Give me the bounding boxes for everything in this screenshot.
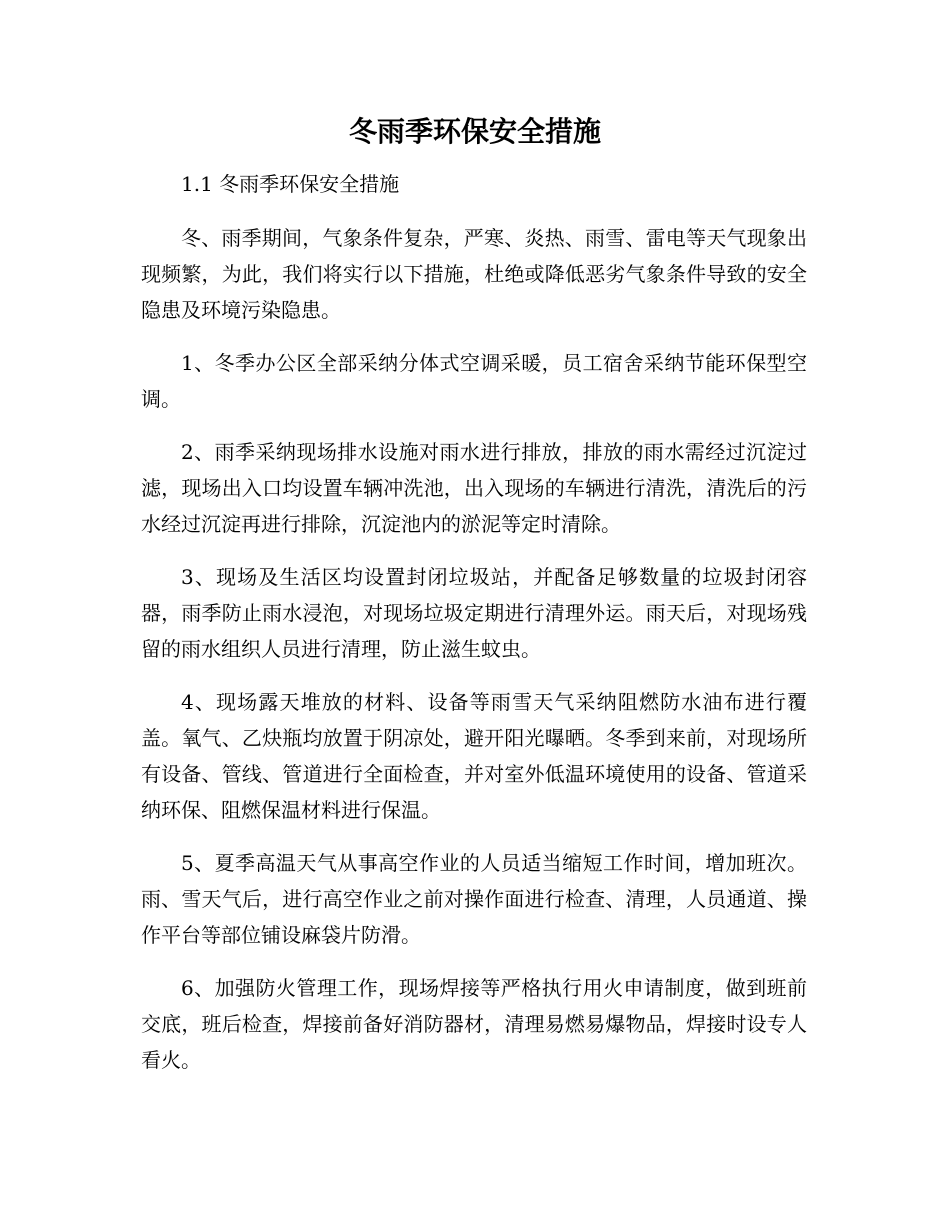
document-title: 冬雨季环保安全措施 <box>348 115 601 148</box>
paragraph-item-1: 1、冬季办公区全部采纳分体式空调采暖，员工宿舍采纳节能环保型空调。 <box>141 351 807 411</box>
section-heading: 1.1 冬雨季环保安全措施 <box>181 172 400 196</box>
paragraph-item-2: 2、雨季采纳现场排水设施对雨水进行排放，排放的雨水需经过沉淀过滤，现场出入口均设置车辆冲洗池，出入现场的车辆进行清洗，清洗后的污水经过沉淀再进行排除，沉淀池内的淤泥等定时清除。 <box>141 440 807 536</box>
paragraph-intro: 冬、雨季期间，气象条件复杂，严寒、炎热、雨雪、雷电等天气现象出现频繁，为此，我们将实行以下措施，杜绝或降低恶劣气象条件导致的安全隐患及环境污染隐患。 <box>141 226 807 322</box>
paragraph-item-4: 4、现场露天堆放的材料、设备等雨雪天气采纳阻燃防水油布进行覆盖。氧气、乙炔瓶均放置于阴凉处，避开阳光曝晒。冬季到来前，对现场所有设备、管线、管道进行全面检查，并对室外低温环境使用的设备、管道采纳环保、阻燃保温材料进行保温。 <box>141 690 807 822</box>
paragraph-item-6: 6、加强防火管理工作，现场焊接等严格执行用火申请制度，做到班前交底，班后检查，焊接前备好消防器材，清理易燃易爆物品，焊接时设专人看火。 <box>141 976 807 1072</box>
paragraph-item-5: 5、夏季高温天气从事高空作业的人员适当缩短工作时间，增加班次。雨、雪天气后，进行高空作业之前对操作面进行检查、清理，人员通道、操作平台等部位铺设麻袋片防滑。 <box>141 851 807 947</box>
document-body <box>141 166 807 1095</box>
paragraph-item-3: 3、现场及生活区均设置封闭垃圾站，并配备足够数量的垃圾封闭容器，雨季防止雨水浸泡，对现场垃圾定期进行清理外运。雨天后，对现场残留的雨水组织人员进行清理，防止滋生蚊虫。 <box>141 565 807 661</box>
